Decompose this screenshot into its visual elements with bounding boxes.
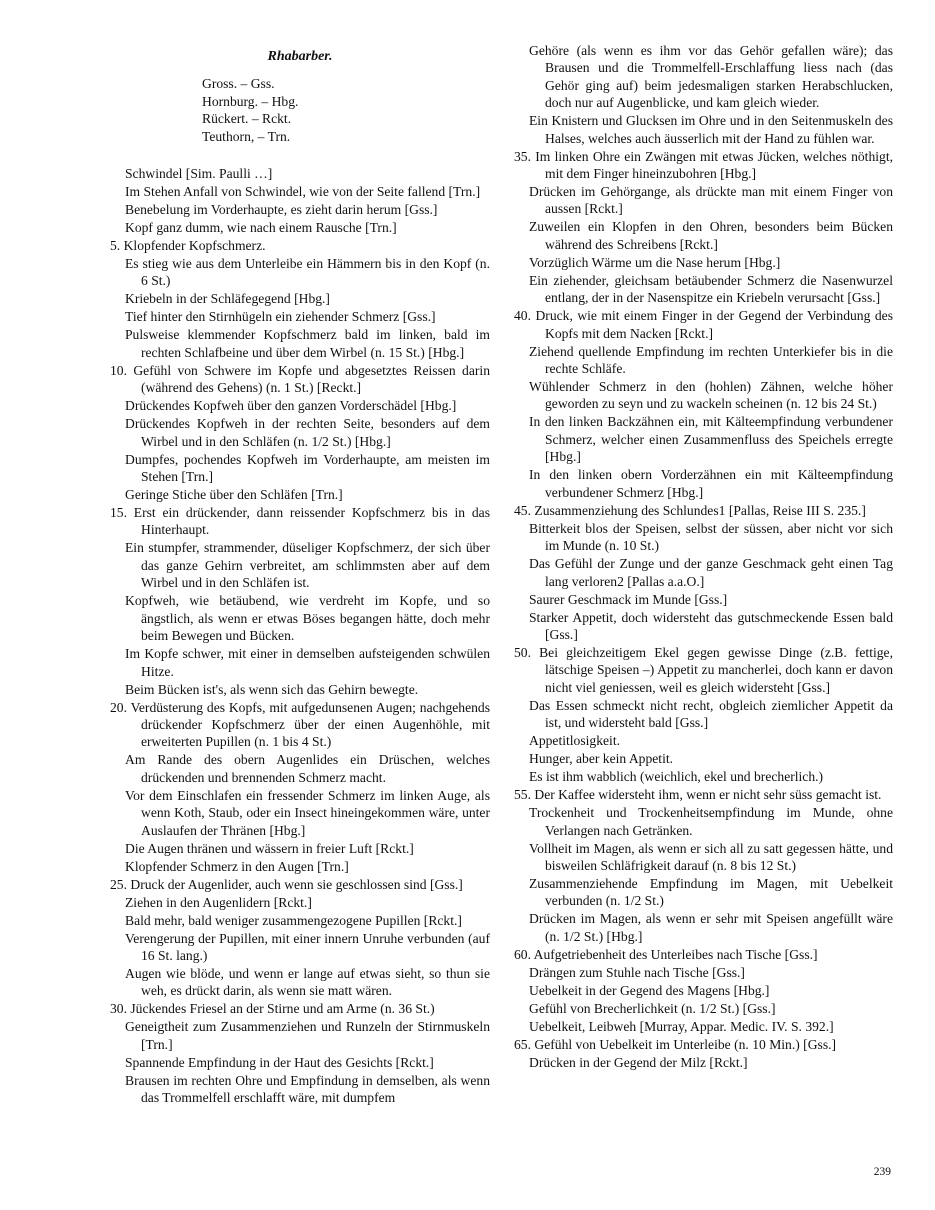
symptom-entry: Im Stehen Anfall von Schwindel, wie von der Seite fallend [Trn.] [125,184,481,200]
symptom-entry: Die Augen thränen und wässern in freier Luft [Rckt.] [125,840,414,856]
symptom-entry: Drängen zum Stuhle nach Tische [Gss.] [529,964,745,980]
symptom-entry: Verengerung der Pupillen, mit einer innern Unruhe verbunden (auf 16 St. lang.) [125,930,490,963]
left-column [110,44,490,1107]
symptom-entry: In den linken Backzähnen ein, mit Kälteempfindung verbundener Schmerz, welcher einen Zusammenfluss des Speichels erregte [Hbg.] [529,414,893,465]
symptom-entry: Spannende Empfindung in der Haut des Gesichts [Rckt.] [125,1054,434,1070]
symptom-entry: Bitterkeit blos der Speisen, selbst der süssen, aber nicht vor sich im Munde (n. 10 St.) [529,520,893,554]
symptom-entry: 5. Klopfender Kopfschmerz. [110,238,266,254]
symptom-entry: Saurer Geschmack im Munde [Gss.] [529,591,728,607]
abbreviation-list [202,75,490,145]
symptom-entry: In den linken obern Vorderzähnen ein mit Kälteempfindung verbundener Schmerz [Hbg.] [529,467,893,500]
symptom-list-right [514,42,893,1071]
symptom-entry: Geneigtheit zum Zusammenziehen und Runzeln der Stirnmuskeln [Trn.] [125,1019,490,1052]
symptom-entry: Kriebeln in der Schläfegegend [Hbg.] [125,291,330,307]
symptom-entry: Hunger, aber kein Appetit. [529,751,674,767]
symptom-entry: Ziehend quellende Empfindung im rechten Unterkiefer bis in die rechte Schläfe. [529,343,893,377]
abbreviation-item: Teuthorn, – Trn. [202,128,291,144]
symptom-entry: Geringe Stiche über den Schläfen [Trn.] [125,487,343,503]
symptom-entry: Augen wie blöde, und wenn er lange auf etwas sieht, so thun sie weh, es drückt darin, als wenn sie matt wären. [125,965,490,999]
symptom-entry: Uebelkeit in der Gegend des Magens [Hbg.] [529,982,770,998]
symptom-entry: Vor dem Einschlafen ein fressender Schmerz im linken Auge, als wenn Koth, Staub, oder ein Insect hineingekommen wäre, unter Auslaufen der Thränen [Hbg.] [125,787,490,838]
symptom-entry: Drücken in der Gegend der Milz [Rckt.] [529,1054,748,1070]
symptom-entry: Vollheit im Magen, als wenn er sich all zu satt gegessen hätte, und bisweilen Schläfrigkeit darauf (n. 8 bis 12 St.) [529,840,893,873]
symptom-entry: Vorzüglich Wärme um die Nase herum [Hbg.] [529,254,781,270]
symptom-entry: 55. Der Kaffee widersteht ihm, wenn er nicht sehr süss gemacht ist. [514,787,882,803]
symptom-entry: Bald mehr, bald weniger zusammengezogene Pupillen [Rckt.] [125,912,462,928]
symptom-entry: 20. Verdüsterung des Kopfs, mit aufgedunsenen Augen; nachgehends drückender Kopfschmerz über der einen Augenhöhle, mit erweiterten Pupillen (n. 1 bis 4 St.) [110,699,490,750]
symptom-entry: Brausen im rechten Ohre und Empfindung in demselben, als wenn das Trommelfell erschlafft wäre, mit dumpfem [125,1072,490,1106]
symptom-entry: Das Gefühl der Zunge und der ganze Geschmack geht einen Tag lang verloren2 [Pallas a.a.O.] [529,556,893,589]
symptom-entry: Drücken im Gehörgange, als drückte man mit einem Finger von aussen [Rckt.] [529,184,893,217]
symptom-entry: Ein Knistern und Glucksen im Ohre und in den Seitenmuskeln des Halses, welches auch äusserlich mit der Hand zu fühlen war. [529,113,893,146]
abbreviation-item: Rückert. – Rckt. [202,111,292,127]
symptom-entry: Es ist ihm wabblich (weichlich, ekel und brecherlich.) [529,769,824,785]
symptom-entry: Im Kopfe schwer, mit einer in demselben aufsteigenden schwülen Hitze. [125,646,490,679]
symptom-entry: Beim Bücken ist's, als wenn sich das Gehirn bewegte. [125,681,419,697]
symptom-entry: Drücken im Magen, als wenn er sehr mit Speisen angefüllt wäre (n. 1/2 St.) [Hbg.] [529,911,893,944]
symptom-entry: Gehöre (als wenn es ihm vor das Gehör gefallen wäre); das Brausen und die Trommelfell-Erschlaffung liess nach (das Gehör ging auf) beim jedesmaligen starken Herabschlucken, doch nur auf Augenblicke, und kam gleich wieder. [529,43,893,111]
symptom-list-left [110,165,490,1107]
symptom-entry: Ziehen in den Augenlidern [Rckt.] [125,894,312,910]
symptom-entry: Kopfweh, wie betäubend, wie verdreht im Kopfe, und so ängstlich, als wenn er etwas Böses begangen hätte, doch mehr beim Bewegen und Bücken. [125,593,490,644]
symptom-entry: Am Rande des obern Augenlides ein Drüschen, welches drückenden und brennenden Schmerz macht. [125,752,490,785]
symptom-entry: Drückendes Kopfweh über den ganzen Vorderschädel [Hbg.] [125,398,457,414]
symptom-entry: Es stieg wie aus dem Unterleibe ein Hämmern bis in den Kopf (n. 6 St.) [125,256,490,289]
symptom-entry: Dumpfes, pochendes Kopfweh im Vorderhaupte, am meisten im Stehen [Trn.] [125,451,490,485]
abbreviation-item: Gross. – Gss. [202,76,275,92]
symptom-entry: Ein ziehender, gleichsam betäubender Schmerz die Nasenwurzel entlang, der in der Nasenspitze ein Kriebeln verursacht [Gss.] [529,272,893,306]
abbreviation-item: Hornburg. – Hbg. [202,93,299,109]
symptom-entry: 15. Erst ein drückender, dann reissender Kopfschmerz bis in das Hinterhaupt. [110,505,490,538]
symptom-entry: 35. Im linken Ohre ein Zwängen mit etwas Jücken, welches nöthigt, mit dem Finger hineinzubohren [Hbg.] [514,148,893,182]
symptom-entry: Schwindel [Sim. Paulli …] [125,166,273,182]
symptom-entry: 60. Aufgetriebenheit des Unterleibes nach Tische [Gss.] [514,946,818,962]
symptom-entry: Das Essen schmeckt nicht recht, obgleich ziemlicher Appetit da ist, und widersteht bald [Gss.] [529,697,893,731]
symptom-entry: Drückendes Kopfweh in der rechten Seite, besonders auf dem Wirbel und in den Schläfen (n. 1/2 St.) [Hbg.] [125,416,490,449]
symptom-entry: Tief hinter den Stirnhügeln ein ziehender Schmerz [Gss.] [125,309,436,325]
symptom-entry: 65. Gefühl von Uebelkeit im Unterleibe (n. 10 Min.) [Gss.] [514,1036,837,1052]
symptom-entry: Benebelung im Vorderhaupte, es zieht darin herum [Gss.] [125,202,438,218]
symptom-entry: 50. Bei gleichzeitigem Ekel gegen gewisse Dinge (z.B. fettige, lätschige Speisen –) Appetit zu mancherlei, doch kann er davon nicht viel geniessen, weil es gleich widersteht [Gss.] [514,644,893,695]
page-number: 239 [873,1166,891,1178]
symptom-entry: Appetitlosigkeit. [529,733,620,749]
symptom-entry: Trockenheit und Trockenheitsempfindung im Munde, ohne Verlangen nach Getränken. [529,805,893,838]
symptom-entry: Gefühl von Brecherlichkeit (n. 1/2 St.) [Gss.] [529,1000,776,1016]
symptom-entry: Zusammenziehende Empfindung im Magen, mit Uebelkeit verbunden (n. 1/2 St.) [529,875,893,909]
page-title: Rhabarber. [267,49,333,64]
symptom-entry: Kopf ganz dumm, wie nach einem Rausche [Trn.] [125,220,397,236]
symptom-entry: 40. Druck, wie mit einem Finger in der Gegend der Verbindung des Kopfs mit dem Nacken [Rckt.] [514,308,893,341]
symptom-entry: Starker Appetit, doch widersteht das gutschmeckende Essen bald [Gss.] [529,609,893,642]
symptom-entry: Ein stumpfer, strammender, düseliger Kopfschmerz, der sich über das ganze Gehirn verbreitet, am schlimmsten aber auf dem Wirbel und in den Schläfen ist. [125,540,490,591]
symptom-entry: Wühlender Schmerz in den (hohlen) Zähnen, welche höher geworden zu seyn und zu wackeln scheinen (n. 12 bis 24 St.) [529,379,893,412]
symptom-entry: 45. Zusammenziehung des Schlundes1 [Pallas, Reise III S. 235.] [514,502,866,518]
symptom-entry: Klopfender Schmerz in den Augen [Trn.] [125,858,349,874]
symptom-entry: 10. Gefühl von Schwere im Kopfe und abgesetztes Reissen darin (während des Gehens) (n. 1 St.) [Reckt.] [110,362,490,396]
symptom-entry: Uebelkeit, Leibweh [Murray, Appar. Medic. IV. S. 392.] [529,1018,834,1034]
symptom-entry: 30. Jückendes Friesel an der Stirne und am Arme (n. 36 St.) [110,1001,435,1017]
symptom-entry: Zuweilen ein Klopfen in den Ohren, besonders beim Bücken während des Schreibens [Rckt.] [529,219,893,252]
right-column [514,42,893,1072]
symptom-entry: Pulsweise klemmender Kopfschmerz bald im linken, bald im rechten Schlafbeine und über dem Wirbel (n. 15 St.) [Hbg.] [125,327,490,360]
symptom-entry: 25. Druck der Augenlider, auch wenn sie geschlossen sind [Gss.] [110,876,463,892]
